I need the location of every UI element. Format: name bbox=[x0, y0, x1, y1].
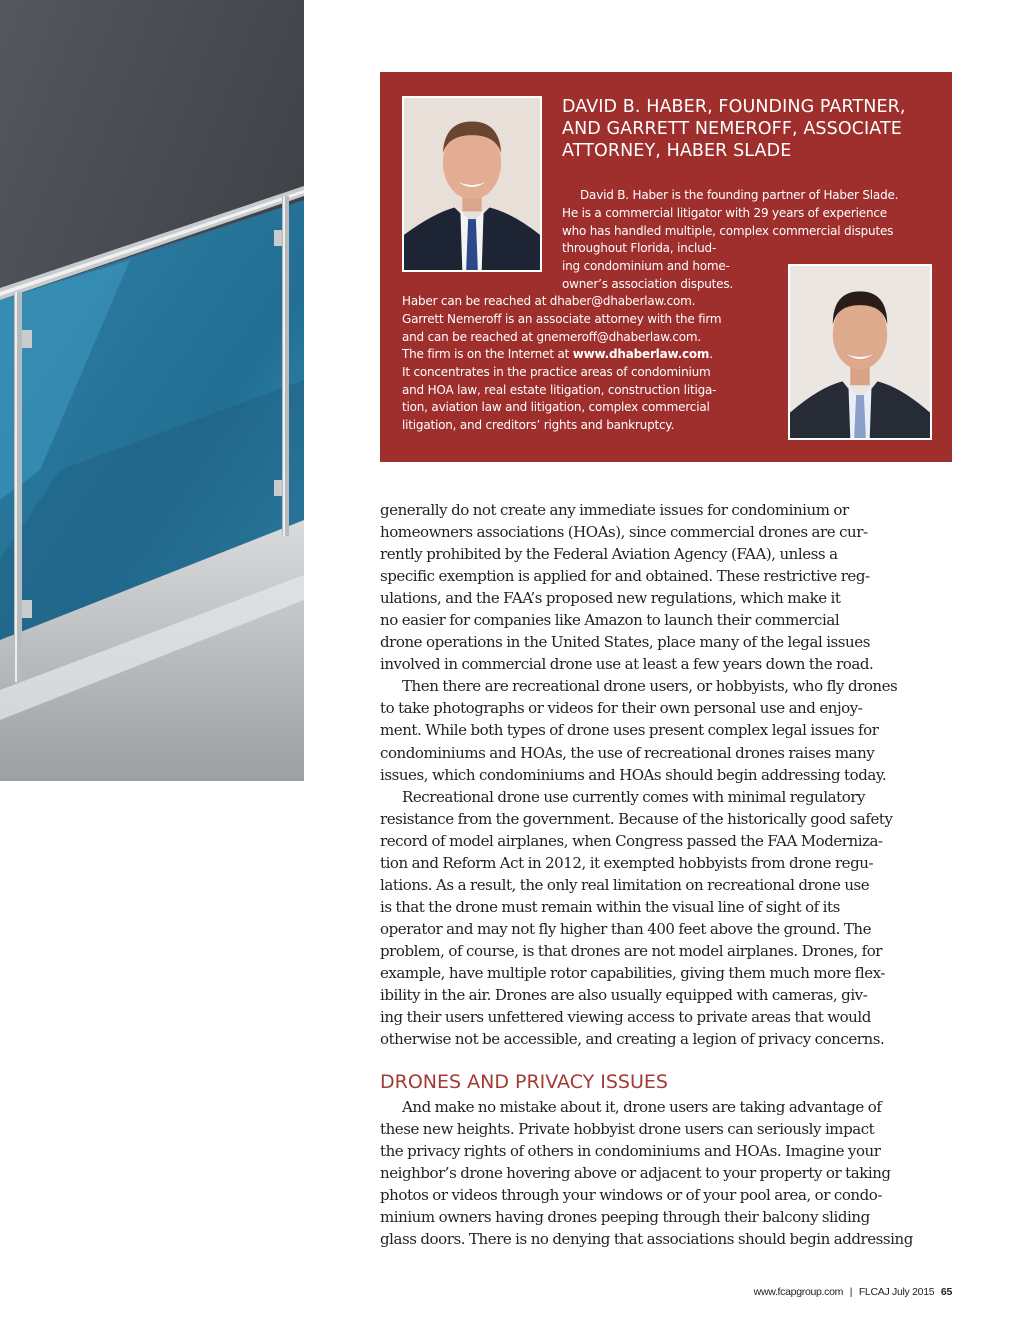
article-line: no easier for companies like Amazon to launch their commercial bbox=[380, 611, 840, 630]
bio-line: and HOA law, real estate litigation, construction litiga- bbox=[402, 383, 717, 397]
article-line: example, have multiple rotor capabilities, giving them much more flex- bbox=[380, 963, 886, 982]
article-line: rently prohibited by the Federal Aviation Agency (FAA), unless a bbox=[380, 545, 838, 564]
bio-title-line: AND GARRETT NEMEROFF, ASSOCIATE bbox=[562, 119, 902, 139]
article-line: otherwise not be accessible, and creating a legion of privacy concerns. bbox=[380, 1030, 885, 1049]
bio-line: and can be reached at gnemeroff@dhaberlaw.com. bbox=[402, 330, 701, 344]
article-line: is that the drone must remain within the visual line of sight of its bbox=[380, 897, 840, 916]
article-line: ment. While both types of drone uses present complex legal issues for bbox=[380, 721, 879, 740]
bio-title-line: ATTORNEY, HABER SLADE bbox=[562, 141, 792, 161]
bio-line bbox=[402, 346, 713, 364]
article-line: problem, of course, is that drones are not model airplanes. Drones, for bbox=[380, 941, 883, 960]
article-line: resistance from the government. Because of the historically good safety bbox=[380, 809, 893, 828]
bio-line: ing condominium and home- bbox=[562, 259, 730, 273]
article-line: ing their users unfettered viewing access to private areas that would bbox=[380, 1008, 871, 1027]
article-line: minium owners having drones peeping through their balcony sliding bbox=[380, 1208, 870, 1227]
article-line: the privacy rights of others in condominiums and HOAs. Imagine your bbox=[380, 1142, 881, 1161]
bio-line: He is a commercial litigator with 29 years of experience bbox=[562, 206, 887, 220]
bio-line: owner’s association disputes. bbox=[562, 277, 734, 291]
article-line: homeowners associations (HOAs), since commercial drones are cur- bbox=[380, 523, 868, 542]
page-number: 65 bbox=[940, 1286, 952, 1298]
article-line: operator and may not fly higher than 400 feet above the ground. The bbox=[380, 919, 872, 938]
garrett-nemeroff-headshot bbox=[788, 264, 932, 440]
bio-line: David B. Haber is the founding partner of Haber Slade. bbox=[580, 188, 899, 202]
article-line: glass doors. There is no denying that associations should begin addressing bbox=[380, 1230, 913, 1249]
bio-line: throughout Florida, includ- bbox=[562, 241, 717, 255]
bio-line: tion, aviation law and litigation, complex commercial bbox=[402, 400, 710, 414]
page-footer bbox=[754, 1286, 952, 1298]
article-line: lations. As a result, the only real limitation on recreational drone use bbox=[380, 875, 870, 894]
article-line: issues, which condominiums and HOAs should begin addressing today. bbox=[380, 765, 887, 784]
bio-line: Garrett Nemeroff is an associate attorney with the firm bbox=[402, 312, 722, 326]
balcony-photo bbox=[0, 0, 304, 781]
footer-website[interactable]: www.fcapgroup.com bbox=[753, 1286, 844, 1298]
article-line: tion and Reform Act in 2012, it exempted hobbyists from drone regu- bbox=[380, 853, 874, 872]
article-line: generally do not create any immediate issues for condominium or bbox=[380, 501, 849, 519]
author-bio-box bbox=[380, 72, 952, 462]
article-line: drone operations in the United States, place many of the legal issues bbox=[380, 633, 870, 652]
bio-line: It concentrates in the practice areas of condominium bbox=[402, 365, 711, 379]
bio-line: who has handled multiple, complex commercial disputes bbox=[562, 224, 894, 238]
section-heading: DRONES AND PRIVACY ISSUES bbox=[380, 1071, 668, 1093]
bio-title-line: DAVID B. HABER, FOUNDING PARTNER, bbox=[562, 97, 906, 117]
article-line: condominiums and HOAs, the use of recreational drones raises many bbox=[380, 743, 875, 762]
article-line: ulations, and the FAA’s proposed new regulations, which make it bbox=[380, 589, 841, 608]
footer-publication: FLCAJ bbox=[858, 1286, 890, 1298]
bio-line-period: . bbox=[709, 347, 713, 361]
article-line: record of model airplanes, when Congress passed the FAA Moderniza- bbox=[380, 831, 883, 850]
article-line: Then there are recreational drone users, or hobbyists, who fly drones bbox=[402, 677, 898, 696]
bio-line: litigation, and creditors’ rights and bankruptcy. bbox=[402, 418, 675, 432]
balcony-illustration bbox=[0, 0, 304, 781]
article-line: these new heights. Private hobbyist drone users can seriously impact bbox=[380, 1120, 875, 1139]
firm-website-link[interactable]: www.dhaberlaw.com bbox=[572, 347, 710, 361]
article-body bbox=[380, 499, 920, 1050]
article-line: involved in commercial drone use at least a few years down the road. bbox=[380, 655, 874, 674]
article-line: ibility in the air. Drones are also usually equipped with cameras, giv- bbox=[380, 986, 868, 1005]
article-section-body bbox=[380, 1096, 920, 1250]
footer-issue: July 2015 bbox=[892, 1286, 935, 1298]
bio-line: Haber can be reached at dhaber@dhaberlaw.com. bbox=[402, 294, 696, 308]
footer-separator: | bbox=[849, 1286, 853, 1298]
article-line: And make no mistake about it, drone users are taking advantage of bbox=[402, 1098, 882, 1116]
article-line: to take photographs or videos for their own personal use and enjoy- bbox=[380, 699, 863, 718]
article-line: photos or videos through your windows or of your pool area, or condo- bbox=[380, 1186, 882, 1205]
article-line: specific exemption is applied for and obtained. These restrictive reg- bbox=[380, 567, 870, 586]
article-line: neighbor’s drone hovering above or adjacent to your property or taking bbox=[380, 1164, 891, 1183]
bio-line-text: The firm is on the Internet at bbox=[402, 347, 570, 361]
article-line: Recreational drone use currently comes with minimal regulatory bbox=[402, 787, 866, 806]
